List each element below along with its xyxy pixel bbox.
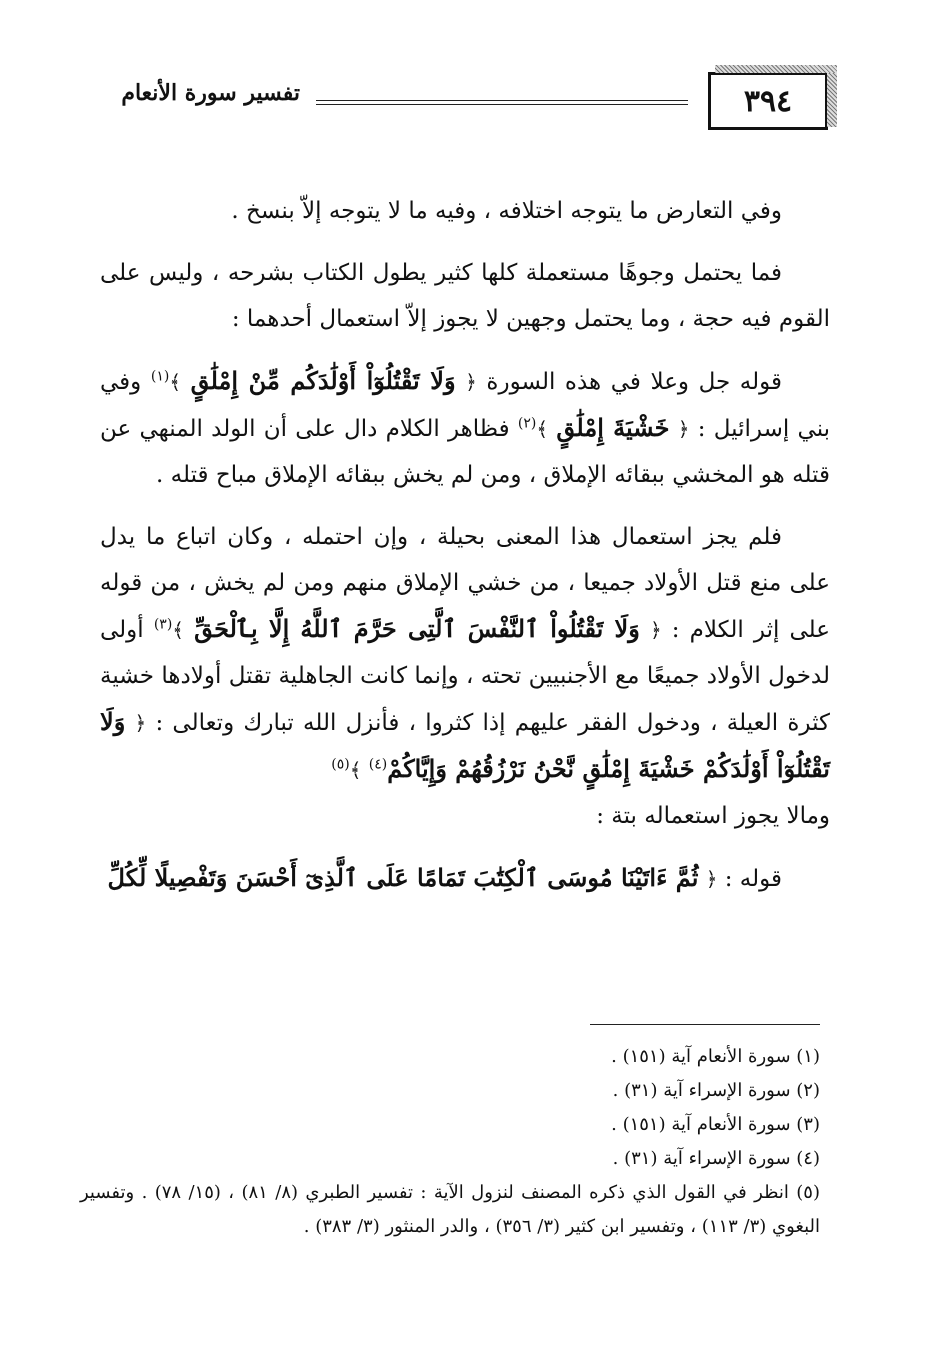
quran-bracket-open: ﴿	[705, 867, 718, 891]
quran-verse: وَلَا تَقْتُلُوٓاْ أَوْلَٰدَكُم مِّنْ إِمْلَٰقٍ	[190, 366, 456, 395]
footnote-ref: (١)	[150, 368, 170, 385]
footnote-ref: (٢)	[517, 415, 537, 432]
footnote-2: (٢) سورة الإسراء آية (٣١) .	[612, 1080, 820, 1101]
footnote-ref: (٣)	[153, 616, 173, 633]
footnote-ref: (٤)	[368, 756, 388, 773]
footnote-5: (٥) انظر في القول الذي ذكره المصنف لنزول الآية : تفسير الطبري (٨/ ٨١) ، (١٥/ ٧٨) . وتفسير البغوي (٣/ ١١٣) ، وتفسير ابن كثير (٣/ ٣٥٦) ، والدر المنثور (٣/ ٣٨٣) .	[80, 1182, 820, 1237]
main-text	[100, 188, 830, 918]
footnotes	[80, 1040, 820, 1244]
quran-bracket-close: ﴾	[536, 417, 549, 441]
page-number: ٣٩٤	[708, 72, 828, 130]
quran-verse: خَشْيَةَ إِمْلَٰقٍ	[556, 413, 670, 442]
paragraph-4-text-c: ومالا يجوز استعماله بتة :	[596, 803, 830, 829]
header-rule	[316, 100, 688, 101]
paragraph-4	[100, 514, 830, 839]
footnote-separator	[590, 1024, 820, 1025]
paragraph-1: وفي التعارض ما يتوجه اختلافه ، وفيه ما لا يتوجه إلاّ بنسخ .	[231, 198, 782, 224]
quran-bracket-close: ﴾	[349, 758, 362, 782]
footnote-1: (١) سورة الأنعام آية (١٥١) .	[611, 1046, 820, 1067]
quran-verse: وَلَا تَقْتُلُوٓاْ أَوْلَٰدَكُمْ خَشْيَةَ إِمْلَٰقٍ نَّحْنُ نَرْزُقُهُمْ وَإِيَّاكُمْ	[100, 707, 830, 783]
quran-bracket-open: ﴿	[649, 618, 662, 642]
paragraph-3-text-b: وفي بني إسرائيل :	[100, 369, 831, 442]
page-header	[60, 62, 840, 142]
footnote-4: (٤) سورة الإسراء آية (٣١) .	[612, 1148, 820, 1169]
paragraph-2: فما يحتمل وجوهًا مستعملة كلها كثير يطول الكتاب بشرحه ، وليس على القوم فيه حجة ، وما يحتمل وجهين لا يجوز إلاّ استعمال أحدهما :	[100, 260, 830, 332]
quran-verse: ثُمَّ ءَاتَيْنَا مُوسَى ٱلْكِتَٰبَ تَمَامًا عَلَى ٱلَّذِىٓ أَحْسَنَ وَتَفْصِيلًا لِّكُلِّ	[107, 863, 699, 892]
footnote-ref: (٥)	[331, 756, 350, 773]
paragraph-4-text-b: أولى لدخول الأولاد جميعًا مع الأجنبيين تحته ، وإنما كانت الجاهلية تقتل أولادها خشية كثرة العيلة ، ودخول الفقر عليهم إذا كثروا ، فأنزل الله تبارك وتعالى :	[100, 617, 830, 736]
quran-bracket-open: ﴿	[465, 370, 477, 394]
quran-bracket-open: ﴿	[677, 417, 690, 441]
paragraph-3-text-a: قوله جل وعلا في هذه السورة	[486, 369, 782, 395]
paragraph-5	[100, 855, 830, 902]
paragraph-4-text-a: فلم يجز استعمال هذا المعنى بحيلة ، وإن احتمله ، وكان اتباع ما يدل على منع قتل الأولاد جميعا ، من خشي الإملاق منهم ومن لم يخش ، من قوله على إثر الكلام :	[100, 524, 831, 643]
quran-bracket-open: ﴿	[134, 711, 147, 735]
paragraph-3	[100, 358, 830, 498]
footnote-3: (٣) سورة الأنعام آية (١٥١) .	[611, 1114, 820, 1135]
quran-bracket-close: ﴾	[169, 370, 182, 394]
running-title: تفسير سورة الأنعام	[121, 80, 300, 106]
quran-bracket-close: ﴾	[172, 618, 185, 642]
quran-verse: وَلَا تَقْتُلُواْ ٱلنَّفْسَ ٱلَّتِى حَرَّمَ ٱللَّهُ إِلَّا بِٱلْحَقِّ	[194, 614, 640, 643]
paragraph-5-text-a: قوله :	[724, 866, 782, 892]
paragraph-3-text-c: فظاهر الكلام دال على أن الولد المنهي عن قتله هو المخشي ببقائه الإملاق ، ومن لم يخش ببقائه الإملاق مباح قتله .	[100, 416, 830, 488]
